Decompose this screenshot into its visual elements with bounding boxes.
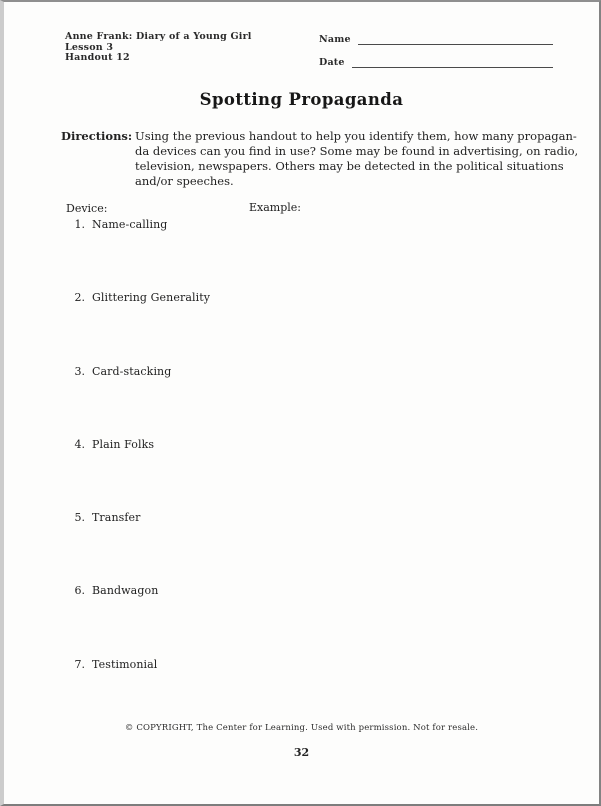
handout-number: Handout 12	[65, 52, 130, 63]
item-number: 6.	[74, 584, 85, 598]
course-title: Anne Frank: Diary of a Young Girl	[65, 31, 252, 42]
handout-header	[65, 32, 252, 64]
list-item	[72, 218, 472, 291]
list-item	[72, 365, 472, 438]
item-label: Glittering Generality	[92, 291, 211, 305]
student-fields	[319, 33, 553, 79]
list-item	[72, 511, 472, 584]
item-label: Bandwagon	[92, 584, 159, 598]
name-field-row	[319, 33, 553, 45]
list-item	[72, 291, 472, 364]
item-label: Card-stacking	[92, 364, 172, 378]
column-headers	[66, 202, 546, 216]
item-number: 7.	[74, 657, 85, 671]
name-label: Name	[319, 34, 351, 45]
lesson-number: Lesson 3	[65, 41, 114, 53]
page-title: Spotting Propaganda	[199, 90, 404, 109]
name-blank-line	[358, 34, 553, 45]
list-item	[72, 584, 472, 657]
directions-line: da devices can you find in use? Some may be found in advertising, on radio,	[135, 144, 579, 158]
directions-line: and/or speeches.	[135, 174, 234, 188]
page-number: 32	[293, 746, 310, 759]
item-number: 4.	[74, 437, 85, 451]
directions-line: Using the previous handout to help you identify them, how many propagan-	[135, 129, 577, 143]
item-number: 1.	[74, 218, 85, 231]
device-list	[72, 218, 472, 731]
item-label: Testimonial	[92, 657, 158, 671]
item-label: Name-calling	[92, 218, 168, 231]
directions-line: television, newspapers. Others may be detected in the political situations	[135, 159, 564, 173]
item-number: 3.	[74, 364, 85, 378]
device-column-label: Device:	[66, 202, 108, 215]
list-item	[72, 658, 472, 731]
item-number: 5.	[74, 511, 85, 525]
item-label: Transfer	[92, 511, 141, 525]
example-column-label: Example:	[249, 201, 301, 214]
date-field-row	[319, 56, 553, 68]
date-label: Date	[319, 57, 345, 68]
item-label: Plain Folks	[92, 437, 155, 451]
copyright-notice: © COPYRIGHT, The Center for Learning. Used with permission. Not for resale.	[124, 723, 479, 733]
directions-label: Directions:	[61, 129, 133, 143]
directions-text	[135, 129, 579, 189]
date-blank-line	[352, 57, 553, 68]
item-number: 2.	[74, 291, 85, 305]
list-item	[72, 438, 472, 511]
directions-section	[61, 129, 579, 189]
